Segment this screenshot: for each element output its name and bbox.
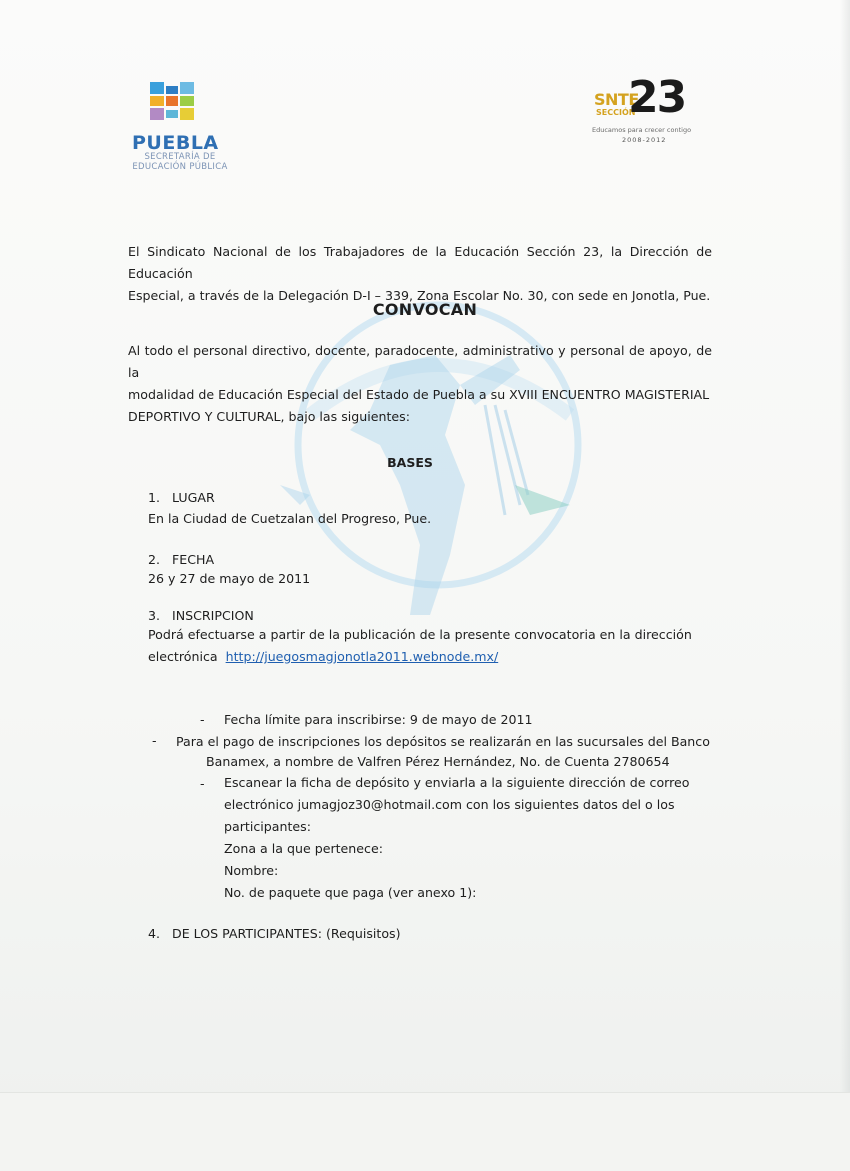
- bullet-dash: -: [200, 712, 205, 727]
- intro-line: Especial, a través de la Delegación D-I – 339, Zona Escolar No. 30, con sede en Jonotla, Pue.: [128, 288, 711, 303]
- call-paragraph: [128, 340, 712, 428]
- call-line: modalidad de Educación Especial del Estado de Puebla a su XVIII ENCUENTRO MAGISTERIAL: [128, 387, 710, 402]
- section-number: 23: [628, 72, 686, 123]
- section-lugar-text: En la Ciudad de Cuetzalan del Progreso, Pue.: [148, 511, 432, 526]
- payment-line-1: Para el pago de inscripciones los depósitos se realizarán en las sucursales del Banco: [176, 734, 710, 749]
- section-inscripcion-heading: 3. INSCRIPCION: [148, 608, 254, 623]
- call-line: DEPORTIVO Y CULTURAL, bajo las siguientes:: [128, 409, 410, 424]
- section-lugar-heading: 1. LUGAR: [148, 490, 215, 505]
- call-line: Al todo el personal directivo, docente, paradocente, administrativo y personal de apoyo, de la: [128, 343, 712, 380]
- scan-bottom-band: [0, 1092, 850, 1171]
- puebla-logo-text: PUEBLA: [132, 132, 219, 154]
- section-fecha-heading: 2. FECHA: [148, 552, 215, 567]
- seccion-logo-text: SECCIÓN: [596, 108, 636, 117]
- page-edge-shadow: [840, 0, 850, 1092]
- sep-logo-subtitle: SECRETARÍA DE EDUCACIÓN PÚBLICA: [132, 152, 228, 172]
- field-paquete: No. de paquete que paga (ver anexo 1):: [224, 885, 477, 900]
- scan-instructions: Escanear la ficha de depósito y enviarla a la siguiente dirección de correo electrónico jumagjoz30@hotmail.com con los siguientes datos del o los participantes: Zona a la que pertenece: Nombre: No. de paquete que paga (ver anexo 1):: [224, 772, 712, 904]
- snte-years: 2008-2012: [622, 136, 667, 144]
- section-fecha-text: 26 y 27 de mayo de 2011: [148, 571, 311, 586]
- section-inscripcion-text: Podrá efectuarse a partir de la publicación de la presente convocatoria en la dirección electrónica http://juegosmagjonotla2011.webnode.mx/: [148, 627, 692, 664]
- section-participantes-heading: 4. DE LOS PARTICIPANTES: (Requisitos): [148, 926, 401, 941]
- deadline-text: Fecha límite para inscribirse: 9 de mayo de 2011: [224, 712, 533, 727]
- field-nombre: Nombre:: [224, 863, 279, 878]
- puebla-blocks-icon: [150, 80, 196, 128]
- convocan-heading: CONVOCAN: [372, 300, 478, 319]
- puebla-sep-logo: [128, 80, 238, 175]
- snte-logo-text: SNTE: [594, 90, 639, 109]
- bullet-dash: -: [152, 733, 157, 748]
- intro-line: El Sindicato Nacional de los Trabajadores de la Educación Sección 23, la Dirección de Educación: [128, 244, 712, 281]
- bullet-dash: -: [200, 776, 205, 791]
- intro-paragraph: [128, 241, 712, 307]
- snte-seccion-23-logo: [592, 72, 692, 156]
- field-zona: Zona a la que pertenece:: [224, 841, 383, 856]
- payment-line-2: Banamex, a nombre de Valfren Pérez Hernández, No. de Cuenta 2780654: [206, 754, 670, 769]
- registration-link[interactable]: http://juegosmagjonotla2011.webnode.mx/: [225, 649, 499, 664]
- snte-motto: Educamos para crecer contigo: [592, 126, 692, 134]
- bases-heading: BASES: [387, 455, 433, 470]
